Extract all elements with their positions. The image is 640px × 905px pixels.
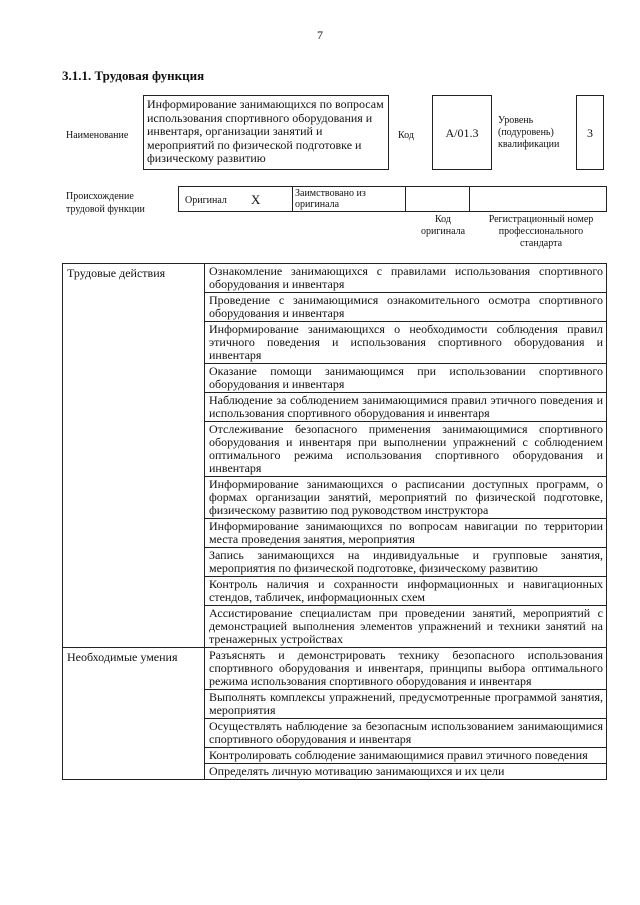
table-row [63,264,607,293]
qualification-level: 3 [576,95,604,170]
name-label: Наименование [66,130,129,141]
section-item: Ознакомление занимающихся с правилами использования спортивного оборудования и инвентаря [205,264,607,293]
section-item: Информирование занимающихся о необходимости соблюдения правил этичного поведения и использования спортивного оборудования и инвентаря [205,322,607,364]
section-item: Выполнять комплексы упражнений, предусмотренные программой занятия, мероприятия [205,690,607,719]
section-item: Разъяснять и демонстрировать технику безопасного использования спортивного оборудования и инвентаря, принципы выбора оптимального режима использования спортивного оборудования и инвентаря [205,648,607,690]
borrowed-label: Заимствовано из оригинала [295,188,366,210]
page-number: 7 [317,28,323,42]
borrowed-cell [292,186,406,212]
section-item: Наблюдение за соблюдением занимающимися правил этичного поведения и использования спортивного оборудования и инвентаря [205,393,607,422]
section-heading: Необходимые умения [63,648,205,780]
section-heading: Трудовые действия [63,264,205,648]
code-label: Код [398,130,414,141]
reg-number-label: Регистрационный номер профессионального стандарта [488,214,594,249]
table-row [63,648,607,690]
original-code-label: Код оригинала [420,214,466,237]
original-label: Оригинал [185,195,227,206]
section-item: Ассистирование специалистам при проведении занятий, мероприятий с демонстрацией выполнения элементов упражнений и техники занятий на тренажерных устройствах [205,606,607,648]
original-mark: X [251,192,261,207]
section-item: Контроль наличия и сохранности информационных и навигационных стендов, табличек, информационных схем [205,577,607,606]
function-table [62,263,607,780]
original-code-cell [405,186,470,212]
original-cell [178,186,293,212]
section-item: Определять личную мотивацию занимающихся и их цели [205,764,607,780]
origin-row [178,186,607,212]
level-label: Уровень (подуровень) квалификации [498,115,560,150]
function-name: Информирование занимающихся по вопросам использования спортивного оборудования и инвентаря, организации занятий и мероприятий по физической подготовке и физическому развитию [143,95,389,170]
section-item: Отслеживание безопасного применения занимающимися спортивного оборудования и инвентаря при выполнении упражнений с соблюдением оптимального режима использования спортивного оборудования и инвентаря [205,422,607,477]
function-code: A/01.3 [432,95,492,170]
section-item: Проведение с занимающимися ознакомительного осмотра спортивного оборудования и инвентаря [205,293,607,322]
section-title: 3.1.1. Трудовая функция [62,68,205,83]
section-item: Информирование занимающихся по вопросам навигации по территории места проведения занятия, мероприятия [205,519,607,548]
section-item: Оказание помощи занимающимся при использовании спортивного оборудования и инвентаря [205,364,607,393]
origin-label: Происхождение трудовой функции [66,191,145,215]
section-item: Контролировать соблюдение занимающимися правил этичного поведения [205,748,607,764]
reg-number-cell [469,186,607,212]
section-item: Осуществлять наблюдение за безопасным использованием занимающимися спортивного оборудования и инвентаря [205,719,607,748]
section-item: Запись занимающихся на индивидуальные и групповые занятия, мероприятия по физической подготовке, физическому развитию [205,548,607,577]
section-item: Информирование занимающихся о расписании доступных программ, о формах организации занятий, мероприятий по физической подготовке, физическому развитию под руководством инструктора [205,477,607,519]
